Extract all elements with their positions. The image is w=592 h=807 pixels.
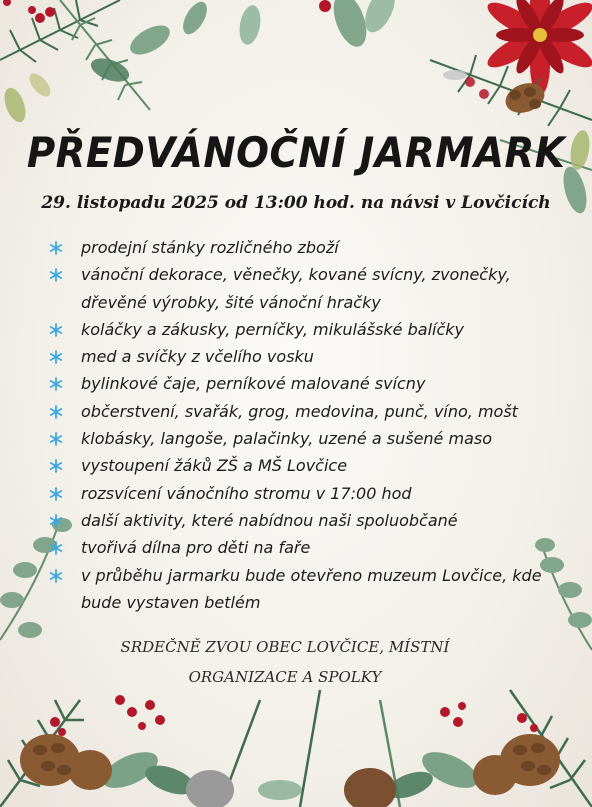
snowflake-icon <box>48 234 64 261</box>
list-item-text: rozsvícení vánočního stromu v 17:00 hod <box>81 483 412 503</box>
list-item <box>48 234 578 261</box>
footer-line-1: SRDEČNĚ ZVOU OBEC LOVČICE, MÍSTNÍ <box>120 638 450 656</box>
top-left-berries <box>3 0 331 23</box>
list-item <box>48 425 578 452</box>
snowflake-icon <box>48 261 64 288</box>
event-date-location: 29. listopadu 2025 od 13:00 hod. na návsi v Lovčicích <box>41 193 551 213</box>
list-item <box>48 562 578 617</box>
list-item <box>48 452 578 479</box>
snowflake-icon <box>48 507 64 534</box>
list-item-text: med a svíčky z včelího vosku <box>81 347 314 367</box>
list-item-text: tvořivá dílna pro děti na faře <box>81 538 311 558</box>
list-item <box>48 261 578 316</box>
list-item-text: další aktivity, které nabídnou naši spoluobčané <box>81 510 458 530</box>
footer-line-2: ORGANIZACE A SPOLKY <box>188 668 382 686</box>
list-item <box>48 534 578 561</box>
snowflake-icon <box>48 398 64 425</box>
snowflake-icon <box>48 370 64 397</box>
snowflake-icon <box>48 343 64 370</box>
snowflake-icon <box>48 316 64 343</box>
invitation-footer <box>70 632 500 692</box>
list-item-text: vánoční dekorace, věnečky, kované svícny, zvonečky, dřevěné výrobky, šité vánoční hračky <box>81 265 511 312</box>
list-item-text: vystoupení žáků ZŠ a MŠ Lovčice <box>81 456 348 476</box>
list-item-text: bylinkové čaje, perníkové malované svícny <box>81 374 426 394</box>
list-item <box>48 343 578 370</box>
bottom-leaves <box>97 745 483 804</box>
list-item-text: občerstvení, svařák, grog, medovina, punč, víno, mošt <box>81 401 518 421</box>
list-item <box>48 480 578 507</box>
snowflake-icon <box>48 425 64 452</box>
list-item <box>48 507 578 534</box>
list-item-text: koláčky a zákusky, perníčky, mikulášské balíčky <box>81 319 464 339</box>
snowflake-icon <box>48 562 64 589</box>
snowflake-icon <box>48 534 64 561</box>
list-item-text: prodejní stánky rozličného zboží <box>81 238 339 257</box>
event-title: PŘEDVÁNOČNÍ JARMARK <box>26 128 566 177</box>
top-left-leaves <box>0 0 401 125</box>
list-item-text: v průběhu jarmarku bude otevřeno muzeum Lovčice, kde bude vystaven betlém <box>81 565 542 612</box>
list-item <box>48 398 578 425</box>
bottom-berries <box>50 695 538 736</box>
list-item <box>48 370 578 397</box>
snowflake-icon <box>48 480 64 507</box>
list-item <box>48 316 578 343</box>
snowflake-icon <box>48 452 64 479</box>
attractions-list <box>48 234 578 616</box>
list-item-text: klobásky, langoše, palačinky, uzené a sušené maso <box>81 429 492 449</box>
top-left-fir-branches <box>0 0 150 110</box>
